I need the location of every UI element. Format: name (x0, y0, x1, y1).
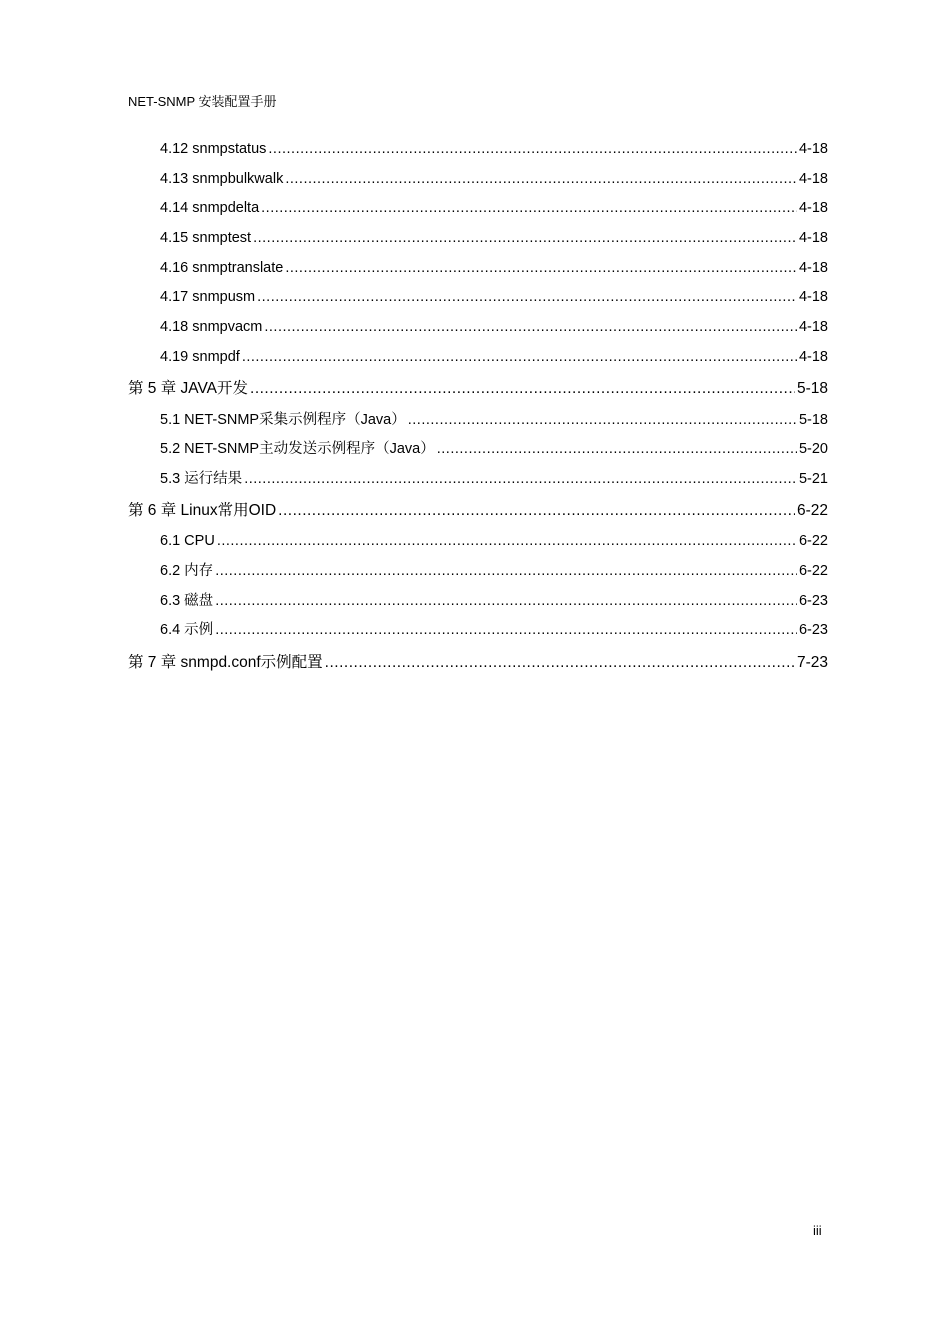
toc-dot-leader (253, 228, 797, 248)
toc-entry-4-18[interactable] (160, 317, 828, 337)
toc-entry-page: 4-18 (798, 260, 828, 276)
toc-entry-page: 5-18 (796, 380, 828, 397)
toc-entry-page: 6-22 (796, 502, 828, 519)
toc-entry-6-3[interactable] (160, 591, 828, 611)
toc-entry-page: 5-18 (798, 412, 828, 428)
toc-entry-4-12[interactable] (160, 139, 828, 159)
toc-entry-label: 6.2 内存 (160, 563, 214, 579)
toc-entry-4-17[interactable] (160, 287, 828, 307)
toc-entry-5-3[interactable] (160, 469, 828, 489)
toc-entry-label: 4.19 snmpdf (160, 349, 240, 365)
toc-dot-leader (325, 652, 795, 674)
toc-entry-label: 4.16 snmptranslate (160, 260, 284, 276)
toc-dot-leader (217, 531, 797, 551)
toc-entry-label: 5.3 运行结果 (160, 471, 243, 487)
toc-dot-leader (261, 198, 797, 218)
toc-entry-page: 7-23 (796, 654, 828, 671)
page-header: NET-SNMP 安装配置手册 (128, 94, 277, 109)
toc-entry-label: 4.15 snmptest (160, 230, 252, 246)
toc-entry-4-15[interactable] (160, 228, 828, 248)
toc-entry-4-19[interactable] (160, 347, 828, 367)
toc-entry-label: 5.1 NET-SNMP采集示例程序（Java） (160, 412, 406, 428)
toc-entry-page: 6-23 (798, 622, 828, 638)
toc-entry-label: 4.18 snmpvacm (160, 319, 263, 335)
toc-entry-4-16[interactable] (160, 258, 828, 278)
page-number: iii (813, 1223, 822, 1238)
toc-entry-page: 4-18 (798, 319, 828, 335)
toc-entry-page: 4-18 (798, 200, 828, 216)
toc-entry-4-14[interactable] (160, 198, 828, 218)
toc-entry-page: 6-22 (798, 533, 828, 549)
toc-chapter-7[interactable] (128, 652, 828, 674)
toc-dot-leader (215, 561, 797, 581)
toc-dot-leader (285, 169, 797, 189)
toc-entry-page: 6-23 (798, 593, 828, 609)
toc-dot-leader (408, 410, 797, 430)
toc-dot-leader (285, 258, 797, 278)
toc-entry-page: 4-18 (798, 289, 828, 305)
toc-entry-page: 6-22 (798, 563, 828, 579)
toc-entry-label: 6.4 示例 (160, 622, 214, 638)
toc-dot-leader (268, 139, 797, 159)
toc-entry-page: 4-18 (798, 141, 828, 157)
toc-dot-leader (242, 347, 797, 367)
toc-chapter-6[interactable] (128, 500, 828, 522)
toc-entry-label: 4.12 snmpstatus (160, 141, 267, 157)
toc-dot-leader (278, 500, 795, 522)
toc-dot-leader (437, 439, 797, 459)
toc-entry-5-2[interactable] (160, 439, 828, 459)
toc-entry-label: 4.13 snmpbulkwalk (160, 171, 284, 187)
toc-entry-5-1[interactable] (160, 410, 828, 430)
toc-entry-label: 第 5 章 JAVA开发 (128, 380, 249, 397)
toc-entry-6-1[interactable] (160, 531, 828, 551)
toc-entry-6-2[interactable] (160, 561, 828, 581)
toc-dot-leader (215, 620, 797, 640)
toc-entry-page: 5-21 (798, 471, 828, 487)
toc-entry-page: 4-18 (798, 349, 828, 365)
toc-dot-leader (264, 317, 797, 337)
toc-entry-label: 第 6 章 Linux常用OID (128, 502, 277, 519)
toc-chapter-5[interactable] (128, 378, 828, 400)
toc-entry-label: 4.17 snmpusm (160, 289, 256, 305)
toc-entry-page: 4-18 (798, 230, 828, 246)
toc-entry-label: 4.14 snmpdelta (160, 200, 260, 216)
toc-entry-6-4[interactable] (160, 620, 828, 640)
toc-entry-label: 第 7 章 snmpd.conf示例配置 (128, 654, 323, 671)
toc-dot-leader (250, 378, 795, 400)
toc-entry-page: 4-18 (798, 171, 828, 187)
toc-entry-label: 6.3 磁盘 (160, 593, 214, 609)
toc-entry-4-13[interactable] (160, 169, 828, 189)
toc-entry-page: 5-20 (798, 441, 828, 457)
toc-dot-leader (244, 469, 797, 489)
toc-entry-label: 5.2 NET-SNMP主动发送示例程序（Java） (160, 441, 435, 457)
toc-dot-leader (257, 287, 797, 307)
toc-entry-label: 6.1 CPU (160, 533, 215, 549)
toc-dot-leader (215, 591, 797, 611)
